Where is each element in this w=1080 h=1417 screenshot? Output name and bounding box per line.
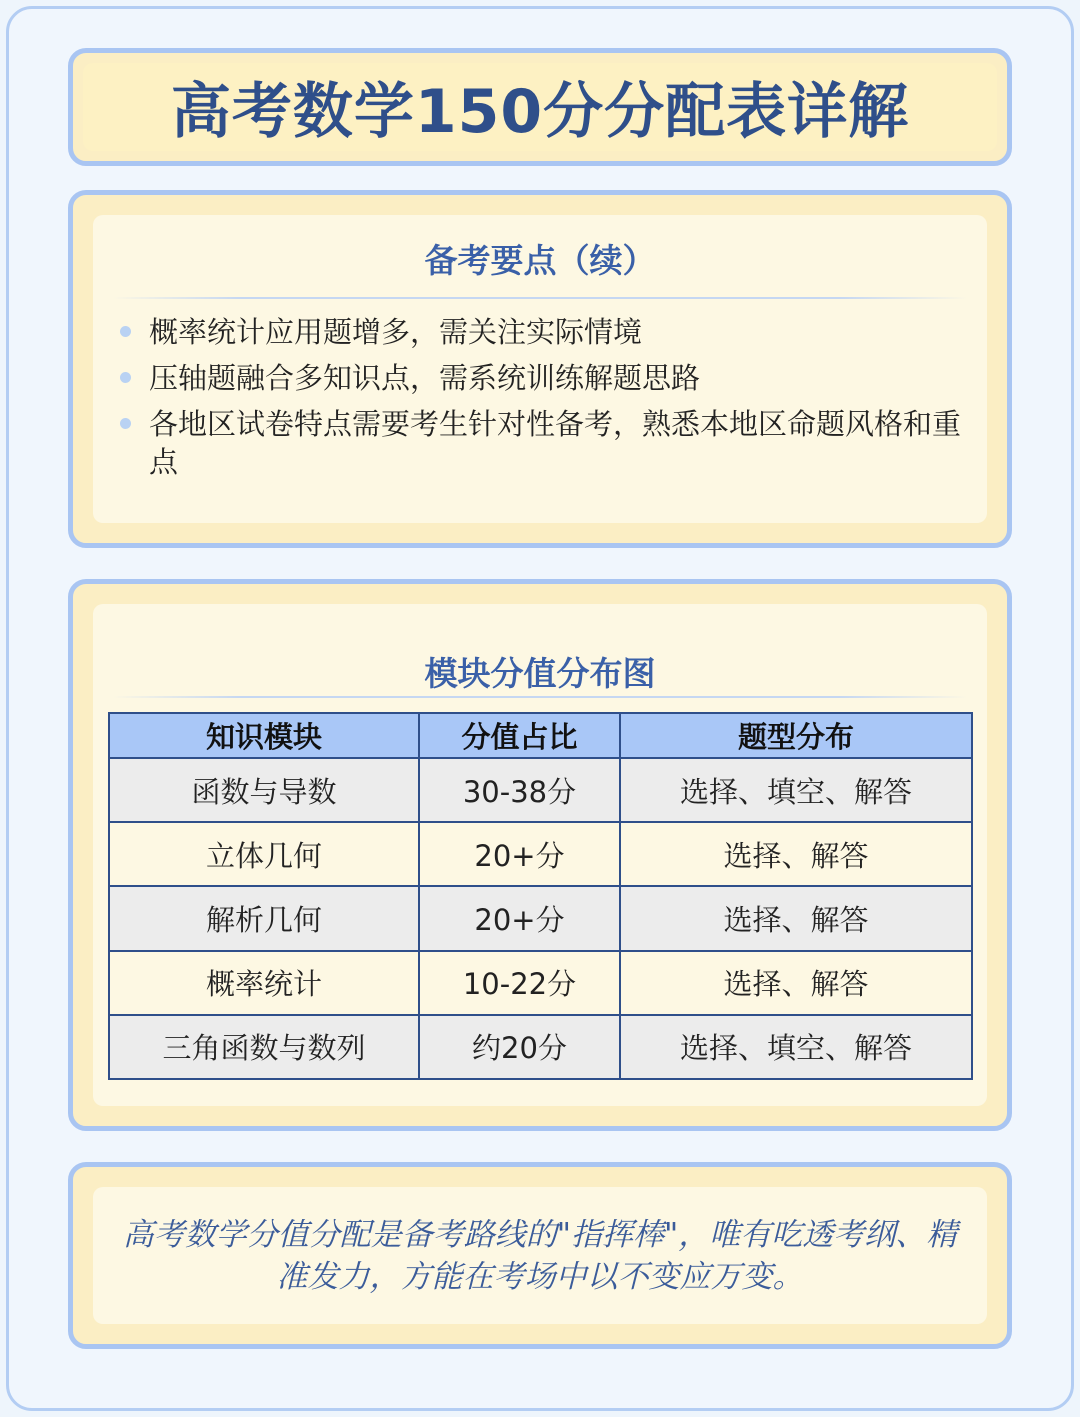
title-card	[68, 48, 1012, 166]
table-row	[109, 886, 972, 950]
table-card-inner	[93, 604, 987, 1106]
score-cell: 20+分	[419, 886, 620, 950]
table-row	[109, 822, 972, 886]
tips-list	[93, 313, 967, 489]
tips-divider	[113, 297, 967, 299]
score-cell: 20+分	[419, 822, 620, 886]
module-cell: 立体几何	[109, 822, 419, 886]
bullet-dot-icon	[120, 326, 131, 337]
page-title: 高考数学150分分配表详解	[170, 77, 910, 147]
question-type-cell: 选择、填空、解答	[620, 1015, 972, 1079]
tip-item	[93, 313, 967, 351]
column-header: 分值占比	[419, 713, 620, 758]
module-cell: 函数与导数	[109, 758, 419, 822]
score-cell: 10-22分	[419, 951, 620, 1015]
table-divider	[113, 696, 967, 698]
column-header: 题型分布	[620, 713, 972, 758]
tips-heading: 备考要点（续）	[424, 241, 656, 280]
question-type-cell: 选择、解答	[620, 951, 972, 1015]
tips-card-inner	[93, 215, 987, 523]
title-card-inner	[83, 63, 997, 151]
tip-text: 压轴题融合多知识点，需系统训练解题思路	[149, 361, 701, 395]
tip-item	[93, 359, 967, 397]
score-cell: 30-38分	[419, 758, 620, 822]
table-row	[109, 951, 972, 1015]
module-cell: 解析几何	[109, 886, 419, 950]
tip-item	[93, 405, 967, 481]
summary-quote: 高考数学分值分配是备考路线的"指挥棒"，唯有吃透考纲、精准发力，方能在考场中以不变应万变。	[122, 1216, 958, 1295]
module-cell: 三角函数与数列	[109, 1015, 419, 1079]
tips-card	[68, 190, 1012, 548]
column-header: 知识模块	[109, 713, 419, 758]
score-table	[108, 712, 973, 1080]
table-card	[68, 579, 1012, 1131]
question-type-cell: 选择、解答	[620, 822, 972, 886]
score-cell: 约20分	[419, 1015, 620, 1079]
quote-card	[68, 1162, 1012, 1349]
bullet-dot-icon	[120, 418, 131, 429]
tip-text: 概率统计应用题增多，需关注实际情境	[149, 315, 643, 349]
tip-text: 各地区试卷特点需要考生针对性备考，熟悉本地区命题风格和重点	[149, 407, 962, 479]
quote-card-inner	[93, 1187, 987, 1324]
table-row	[109, 758, 972, 822]
module-cell: 概率统计	[109, 951, 419, 1015]
table-row	[109, 1015, 972, 1079]
table-header-row	[109, 713, 972, 758]
question-type-cell: 选择、填空、解答	[620, 758, 972, 822]
question-type-cell: 选择、解答	[620, 886, 972, 950]
table-heading: 模块分值分布图	[424, 654, 656, 693]
bullet-dot-icon	[120, 372, 131, 383]
